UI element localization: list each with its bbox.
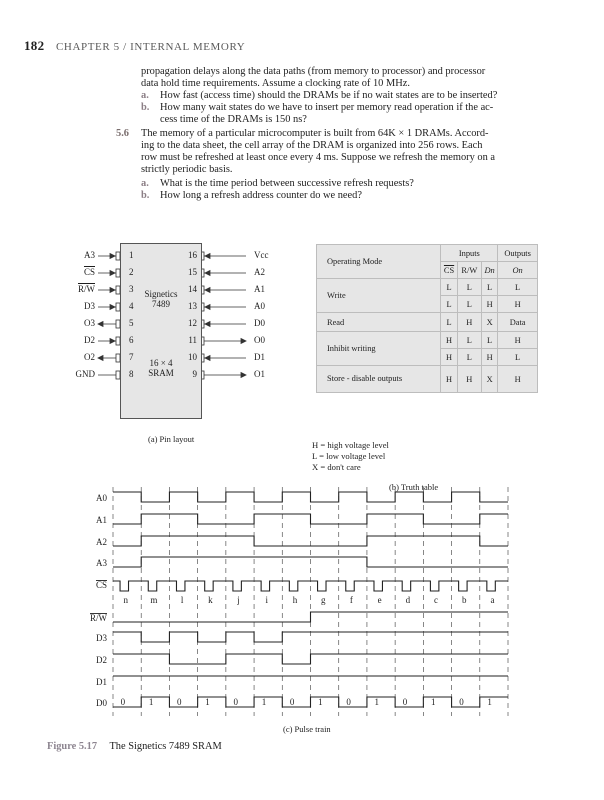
- pin-right-number: 9: [192, 369, 197, 379]
- chip-model: 7489: [152, 299, 170, 309]
- cell: L: [498, 279, 538, 296]
- signal-label: CS: [95, 580, 107, 590]
- row-mode-write: Write: [317, 279, 441, 313]
- truth-table-caption: (b) Truth table: [389, 482, 439, 492]
- row-mode-inhibit: Inhibit writing: [317, 332, 441, 366]
- problem-line-3: row must be refreshed at least once every 4 ms. Suppose we refresh the memory on a: [141, 152, 496, 163]
- chip-type: SRAM: [148, 368, 174, 378]
- pin-right-label: O1: [254, 369, 265, 379]
- pin-left-number: 4: [129, 301, 134, 311]
- header-rw: R/W: [457, 262, 481, 279]
- subquestion-letter: a.: [141, 90, 149, 101]
- cell: H: [498, 366, 538, 393]
- cs-slot-letter: b: [462, 595, 467, 605]
- legend-high: H = high voltage level: [312, 440, 389, 450]
- cell: H: [441, 349, 457, 366]
- cell: H: [481, 296, 497, 313]
- cell: H: [498, 332, 538, 349]
- cell: L: [457, 296, 481, 313]
- pin-right-label: Vcc: [254, 250, 269, 260]
- signal-label: D3: [96, 633, 107, 643]
- problem-line-2: ing to the data sheet, the cell array of the DRAM is organized into 256 rows. Each: [141, 140, 483, 151]
- d0-value: 0: [120, 697, 126, 707]
- signal-label: D2: [96, 655, 107, 665]
- d0-value: 0: [402, 697, 408, 707]
- cell: H: [457, 366, 481, 393]
- pin-left-number: 2: [129, 267, 134, 277]
- cell: H: [441, 366, 457, 393]
- pin-left-number: 3: [129, 284, 134, 294]
- d0-value: 1: [430, 697, 436, 707]
- waveform-d2: [113, 654, 508, 664]
- chip-organization: 16 × 4: [149, 358, 173, 368]
- pin-left-number: 7: [129, 352, 134, 362]
- cell: H: [498, 296, 538, 313]
- signal-label: A3: [96, 558, 107, 568]
- cell: H: [457, 313, 481, 332]
- header-outputs: Outputs: [498, 245, 538, 262]
- d0-value: 1: [487, 697, 492, 707]
- problem-line-1: The memory of a particular microcomputer is built from 64K × 1 DRAMs. Accord-: [141, 128, 489, 139]
- cell: L: [441, 296, 457, 313]
- signal-label: A0: [96, 493, 107, 503]
- cs-slot-letter: l: [180, 595, 184, 605]
- pin-right-number: 15: [188, 267, 197, 277]
- subquestion-text-cont: cess time of the DRAMs is 150 ns?: [160, 114, 307, 125]
- cell: L: [457, 332, 481, 349]
- cell: X: [481, 313, 497, 332]
- problem-line-4: strictly periodic basis.: [141, 164, 233, 175]
- intro-line-2: data hold time requirements. Assume a clocking rate of 10 MHz.: [141, 78, 410, 89]
- cs-slot-letter: a: [490, 595, 495, 605]
- pin-left-label: O3: [84, 318, 95, 328]
- pin-right-number: 14: [188, 284, 197, 294]
- cell: L: [498, 349, 538, 366]
- d0-value: 1: [261, 697, 267, 707]
- subquestion-letter: b.: [141, 190, 150, 201]
- pin-left-label: A3: [84, 250, 95, 260]
- d0-value: 1: [318, 697, 323, 707]
- pin-left-number: 1: [129, 250, 134, 260]
- waveform-a1: [113, 514, 508, 524]
- pin-left-label: D2: [84, 335, 95, 345]
- signal-label: A2: [96, 537, 107, 547]
- cell: L: [457, 279, 481, 296]
- waveform-d0: [113, 697, 508, 707]
- figure-title: The Signetics 7489 SRAM: [109, 741, 222, 752]
- subquestion-text: What is the time period between successive refresh requests?: [160, 178, 414, 189]
- intro-line-1: propagation delays along the data paths (from memory to processor) and processor: [141, 66, 486, 77]
- pin-right-label: A1: [254, 284, 265, 294]
- signal-label: D1: [96, 677, 107, 687]
- row-mode-store: Store - disable outputs: [317, 366, 441, 393]
- pin-left-label: R/W: [78, 284, 95, 294]
- d0-value: 0: [346, 697, 351, 707]
- subquestion-letter: a.: [141, 178, 149, 189]
- pin-layout-caption: (a) Pin layout: [148, 434, 195, 444]
- signal-label: D0: [96, 698, 107, 708]
- header-on: On: [498, 262, 538, 279]
- cell: H: [481, 349, 497, 366]
- chapter-title: CHAPTER 5 / INTERNAL MEMORY: [55, 41, 246, 53]
- cell: L: [481, 332, 497, 349]
- d0-value: 1: [148, 697, 154, 707]
- pin-left-number: 6: [129, 335, 134, 345]
- waveform-rw: [113, 612, 508, 622]
- cs-slot-letter: h: [292, 595, 298, 605]
- cell: L: [441, 279, 457, 296]
- cs-slot-letter: c: [434, 595, 439, 605]
- header-dn: Dn: [481, 262, 497, 279]
- waveform-a0: [113, 492, 508, 502]
- pin-right-number: 11: [188, 335, 197, 345]
- pin-right-number: 13: [188, 301, 197, 311]
- pin-left-label: D3: [84, 301, 95, 311]
- pin-right-number: 10: [188, 352, 197, 362]
- pin-left-label: GND: [75, 369, 95, 379]
- subquestion-text: How many wait states do we have to insert per memory read operation if the ac-: [160, 102, 494, 113]
- cs-slot-letter: n: [123, 595, 128, 605]
- d0-value: 0: [177, 697, 182, 707]
- page-number: 182: [24, 38, 45, 53]
- pin-right-label: D1: [254, 352, 265, 362]
- cs-slot-letter: j: [237, 595, 240, 605]
- figure-caption: [47, 741, 222, 752]
- cs-slot-letter: i: [265, 595, 269, 605]
- cell: L: [481, 279, 497, 296]
- header-cs: $\overline{CS}$: [441, 262, 457, 279]
- pin-left-number: 5: [129, 318, 134, 328]
- cs-slot-letter: d: [405, 595, 411, 605]
- d0-value: 0: [459, 697, 464, 707]
- d0-value: 1: [374, 697, 380, 707]
- cell: L: [441, 313, 457, 332]
- header-operating-mode: Operating Mode: [317, 245, 441, 279]
- cs-slot-letter: k: [208, 595, 213, 605]
- legend-low: L = low voltage level: [312, 451, 386, 461]
- cs-slot-letter: m: [150, 595, 158, 605]
- subquestion-letter: b.: [141, 102, 150, 113]
- pulse-train-caption: (c) Pulse train: [283, 724, 331, 734]
- figure-label: Figure 5.17: [47, 741, 98, 752]
- cell: Data: [498, 313, 538, 332]
- cs-slot-letter: f: [349, 595, 353, 605]
- pin-left-label: $\overline{CS}$: [83, 267, 95, 277]
- pin-left-number: 8: [129, 369, 134, 379]
- pin-right-label: D0: [254, 318, 265, 328]
- legend-dont-care: X = don't care: [312, 462, 361, 472]
- d0-value: 1: [205, 697, 210, 707]
- cs-slot-letter: g: [320, 595, 326, 605]
- row-mode-read: Read: [317, 313, 441, 332]
- d0-value: 0: [233, 697, 238, 707]
- cell: X: [481, 366, 497, 393]
- pin-left-label: O2: [84, 352, 95, 362]
- pin-right-label: A0: [254, 301, 265, 311]
- problem-number: 5.6: [116, 128, 129, 139]
- d0-value: 0: [289, 697, 295, 707]
- cs-slot-letter: e: [377, 595, 382, 605]
- subquestion-text: How long a refresh address counter do we need?: [160, 190, 362, 201]
- cell: H: [441, 332, 457, 349]
- cell: L: [457, 349, 481, 366]
- signal-label: R/W: [90, 613, 107, 623]
- pin-right-label: O0: [254, 335, 265, 345]
- chip-name: Signetics: [144, 289, 178, 299]
- subquestion-text: How fast (access time) should the DRAMs be if no wait states are to be inserted?: [160, 90, 498, 101]
- pin-right-label: A2: [254, 267, 265, 277]
- signal-label: A1: [96, 515, 107, 525]
- pin-right-number: 16: [188, 250, 197, 260]
- pin-right-number: 12: [188, 318, 197, 328]
- header-inputs: Inputs: [441, 245, 498, 262]
